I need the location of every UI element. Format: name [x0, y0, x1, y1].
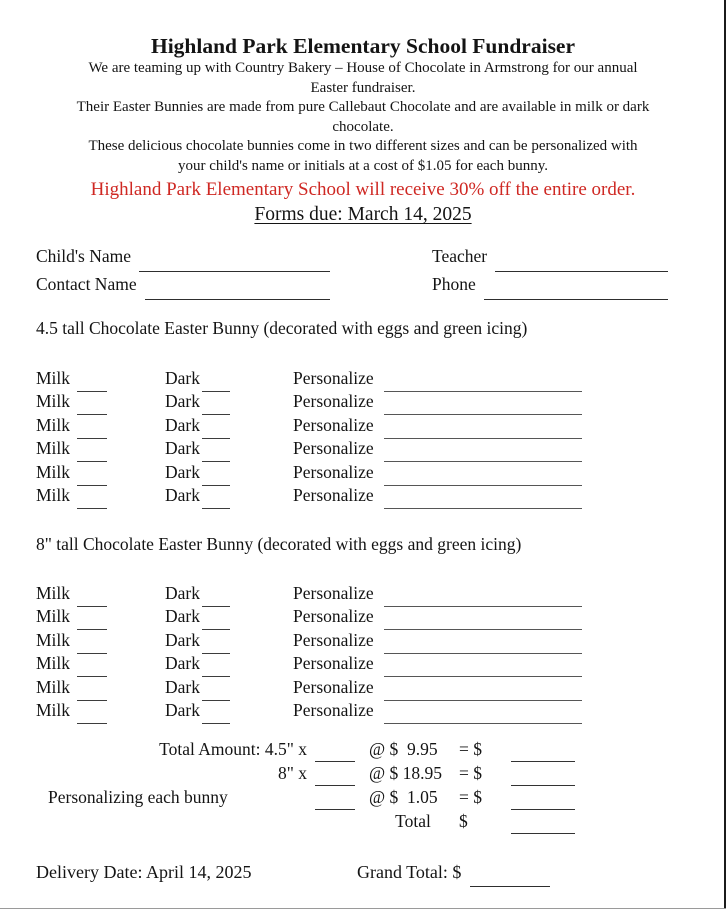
- intro-line-2: Easter fundraiser.: [310, 79, 416, 96]
- dark-quantity-line: [202, 461, 230, 462]
- intro-line-1: We are teaming up with Country Bakery – House of Chocolate in Armstrong for our annual: [88, 60, 638, 76]
- milk-option: [36, 391, 165, 412]
- milk-label: Milk: [36, 653, 71, 673]
- order-row: [36, 604, 726, 628]
- dark-option: [165, 438, 293, 459]
- personalize-option: [293, 606, 726, 627]
- small-rate: @ $ 9.95: [369, 739, 438, 759]
- milk-quantity-line: [77, 700, 107, 701]
- personalize-label: Personalize: [293, 485, 374, 505]
- intro-line-3: Their Easter Bunnies are made from pure Callebaut Chocolate and are available in milk or dark: [76, 99, 650, 115]
- order-row: [36, 580, 726, 604]
- dark-label: Dark: [165, 629, 200, 650]
- personalizing-rate: @ $ 1.05: [369, 787, 438, 807]
- order-row: [36, 674, 726, 698]
- phone-field: [432, 272, 668, 297]
- dark-option: [165, 485, 293, 506]
- milk-option: [36, 368, 165, 389]
- milk-quantity-line: [77, 676, 107, 677]
- personalize-label: Personalize: [293, 700, 374, 720]
- personalize-label: Personalize: [293, 414, 374, 435]
- dark-label: Dark: [165, 676, 200, 697]
- personalize-label: Personalize: [293, 629, 374, 650]
- personalize-option: [293, 653, 726, 674]
- milk-option: [36, 415, 165, 436]
- milk-option: [36, 438, 165, 459]
- child-name-line: [139, 257, 330, 272]
- order-row: [36, 389, 726, 413]
- personalizing-subtotal-line: [511, 796, 575, 810]
- dark-quantity-line: [202, 391, 230, 392]
- contact-name-line: [145, 285, 330, 300]
- personalize-line: [384, 508, 582, 509]
- personalize-option: [293, 368, 726, 389]
- milk-label: Milk: [36, 676, 71, 697]
- milk-label: Milk: [36, 629, 71, 650]
- milk-option: [36, 700, 165, 721]
- total-line-personalizing: [48, 784, 726, 808]
- personalize-line: [384, 391, 582, 392]
- large-equals: = $: [459, 763, 482, 783]
- order-row: [36, 365, 726, 389]
- personalize-label: Personalize: [293, 653, 374, 673]
- dark-quantity-line: [202, 629, 230, 630]
- dark-quantity-line: [202, 508, 230, 509]
- dark-quantity-line: [202, 485, 230, 486]
- total-line-large-bunny: [48, 760, 726, 784]
- total-word: Total: [395, 811, 431, 831]
- phone-line: [484, 285, 668, 300]
- dark-quantity-line: [202, 700, 230, 701]
- milk-option: [36, 583, 165, 604]
- contact-info-block: [36, 244, 668, 297]
- contact-name-field: [36, 272, 330, 297]
- personalize-label: Personalize: [293, 461, 374, 482]
- milk-quantity-line: [77, 461, 107, 462]
- large-subtotal-line: [511, 772, 575, 786]
- phone-label: Phone: [432, 274, 476, 294]
- grand-total-line: [470, 872, 550, 887]
- personalize-option: [293, 391, 726, 412]
- personalize-line: [384, 438, 582, 439]
- dark-option: [165, 677, 293, 698]
- personalize-option: [293, 438, 726, 459]
- small-subtotal-line: [511, 748, 575, 762]
- order-block-small-bunny: [36, 365, 726, 506]
- milk-label: Milk: [36, 391, 71, 411]
- milk-option: [36, 630, 165, 651]
- milk-quantity-line: [77, 391, 107, 392]
- milk-label: Milk: [36, 414, 71, 435]
- personalize-line: [384, 723, 582, 724]
- order-row: [36, 436, 726, 460]
- milk-option: [36, 485, 165, 506]
- intro-line-5: These delicious chocolate bunnies come in two different sizes and can be personalized with: [88, 138, 638, 154]
- large-quantity-line: [315, 772, 355, 786]
- totals-block: [48, 736, 726, 832]
- personalize-line: [384, 653, 582, 654]
- dark-quantity-line: [202, 606, 230, 607]
- dark-option: [165, 606, 293, 627]
- personalize-label: Personalize: [293, 676, 374, 697]
- dark-option: [165, 700, 293, 721]
- personalize-option: [293, 415, 726, 436]
- teacher-field: [432, 244, 668, 269]
- dark-quantity-line: [202, 653, 230, 654]
- dark-option: [165, 391, 293, 412]
- dark-option: [165, 462, 293, 483]
- milk-quantity-line: [77, 508, 107, 509]
- dark-quantity-line: [202, 438, 230, 439]
- dark-label: Dark: [165, 391, 200, 411]
- personalize-line: [384, 414, 582, 415]
- teacher-line: [495, 257, 668, 272]
- personalize-line: [384, 485, 582, 486]
- milk-quantity-line: [77, 485, 107, 486]
- child-name-field: [36, 244, 330, 269]
- order-row: [36, 651, 726, 675]
- personalize-option: [293, 485, 726, 506]
- order-row: [36, 627, 726, 651]
- milk-label: Milk: [36, 485, 71, 505]
- dark-label: Dark: [165, 438, 200, 458]
- milk-label: Milk: [36, 367, 71, 388]
- form-header: [0, 0, 726, 227]
- personalize-line: [384, 629, 582, 630]
- personalize-option: [293, 677, 726, 698]
- milk-label: Milk: [36, 461, 71, 482]
- child-name-label: Child's Name: [36, 246, 132, 266]
- dark-label: Dark: [165, 606, 200, 626]
- order-block-large-bunny: [36, 580, 726, 721]
- milk-quantity-line: [77, 629, 107, 630]
- dark-option: [165, 368, 293, 389]
- dark-label: Dark: [165, 582, 200, 603]
- dark-quantity-line: [202, 414, 230, 415]
- teacher-label: Teacher: [432, 246, 488, 266]
- milk-quantity-line: [77, 438, 107, 439]
- personalizing-label: Personalizing each bunny: [48, 787, 228, 807]
- dark-option: [165, 583, 293, 604]
- total-sum-line: [511, 820, 575, 834]
- personalizing-quantity-line: [315, 796, 355, 810]
- milk-option: [36, 462, 165, 483]
- total-line-sum: [48, 808, 726, 832]
- personalize-label: Personalize: [293, 391, 374, 411]
- dark-option: [165, 630, 293, 651]
- personalize-label: Personalize: [293, 367, 374, 388]
- large-rate: @ $ 18.95: [369, 763, 442, 783]
- dark-label: Dark: [165, 414, 200, 435]
- small-equals: = $: [459, 739, 482, 759]
- dark-label: Dark: [165, 700, 200, 720]
- total-spacer-blank: [315, 821, 355, 834]
- total-currency: $: [459, 811, 468, 831]
- dark-quantity-line: [202, 676, 230, 677]
- milk-label: Milk: [36, 582, 71, 603]
- personalizing-equals: = $: [459, 787, 482, 807]
- contact-name-label: Contact Name: [36, 274, 137, 294]
- order-row: [36, 698, 726, 722]
- intro-line-4: chocolate.: [332, 118, 394, 135]
- milk-label: Milk: [36, 700, 71, 720]
- small-quantity-line: [315, 748, 355, 762]
- intro-line-6: your child's name or initials at a cost of $1.05 for each bunny.: [178, 157, 548, 174]
- page-title: Highland Park Elementary School Fundraiser: [150, 34, 576, 58]
- personalize-line: [384, 606, 582, 607]
- delivery-date: Delivery Date: April 14, 2025: [36, 862, 252, 882]
- milk-quantity-line: [77, 606, 107, 607]
- milk-quantity-line: [77, 653, 107, 654]
- dark-label: Dark: [165, 485, 200, 505]
- personalize-label: Personalize: [293, 606, 374, 626]
- forms-due-date: Forms due: March 14, 2025: [254, 204, 472, 225]
- dark-option: [165, 415, 293, 436]
- milk-label: Milk: [36, 606, 71, 626]
- dark-option: [165, 653, 293, 674]
- dark-label: Dark: [165, 461, 200, 482]
- order-row: [36, 459, 726, 483]
- footer-block: [36, 860, 726, 884]
- personalize-option: [293, 630, 726, 651]
- personalize-line: [384, 700, 582, 701]
- section-heading-small-bunny: 4.5 tall Chocolate Easter Bunny (decorated with eggs and green icing): [36, 318, 528, 338]
- dark-label: Dark: [165, 653, 200, 673]
- total-amount-large-label: 8" x: [277, 763, 307, 783]
- grand-total-field: [357, 860, 550, 884]
- milk-option: [36, 653, 165, 674]
- personalize-option: [293, 462, 726, 483]
- order-row: [36, 412, 726, 436]
- personalize-label: Personalize: [293, 438, 374, 458]
- personalize-line: [384, 461, 582, 462]
- total-line-small-bunny: [48, 736, 726, 760]
- milk-option: [36, 606, 165, 627]
- personalize-label: Personalize: [293, 582, 374, 603]
- dark-quantity-line: [202, 723, 230, 724]
- milk-label: Milk: [36, 438, 71, 458]
- dark-label: Dark: [165, 367, 200, 388]
- grand-total-label: Grand Total: $: [357, 862, 462, 882]
- personalize-option: [293, 700, 726, 721]
- discount-notice: Highland Park Elementary School will receive 30% off the entire order.: [90, 179, 636, 200]
- milk-option: [36, 677, 165, 698]
- personalize-line: [384, 676, 582, 677]
- milk-quantity-line: [77, 723, 107, 724]
- section-heading-large-bunny: 8" tall Chocolate Easter Bunny (decorated with eggs and green icing): [36, 534, 522, 554]
- personalize-option: [293, 583, 726, 604]
- milk-quantity-line: [77, 414, 107, 415]
- total-amount-small-label: Total Amount: 4.5" x: [159, 739, 307, 759]
- order-row: [36, 483, 726, 507]
